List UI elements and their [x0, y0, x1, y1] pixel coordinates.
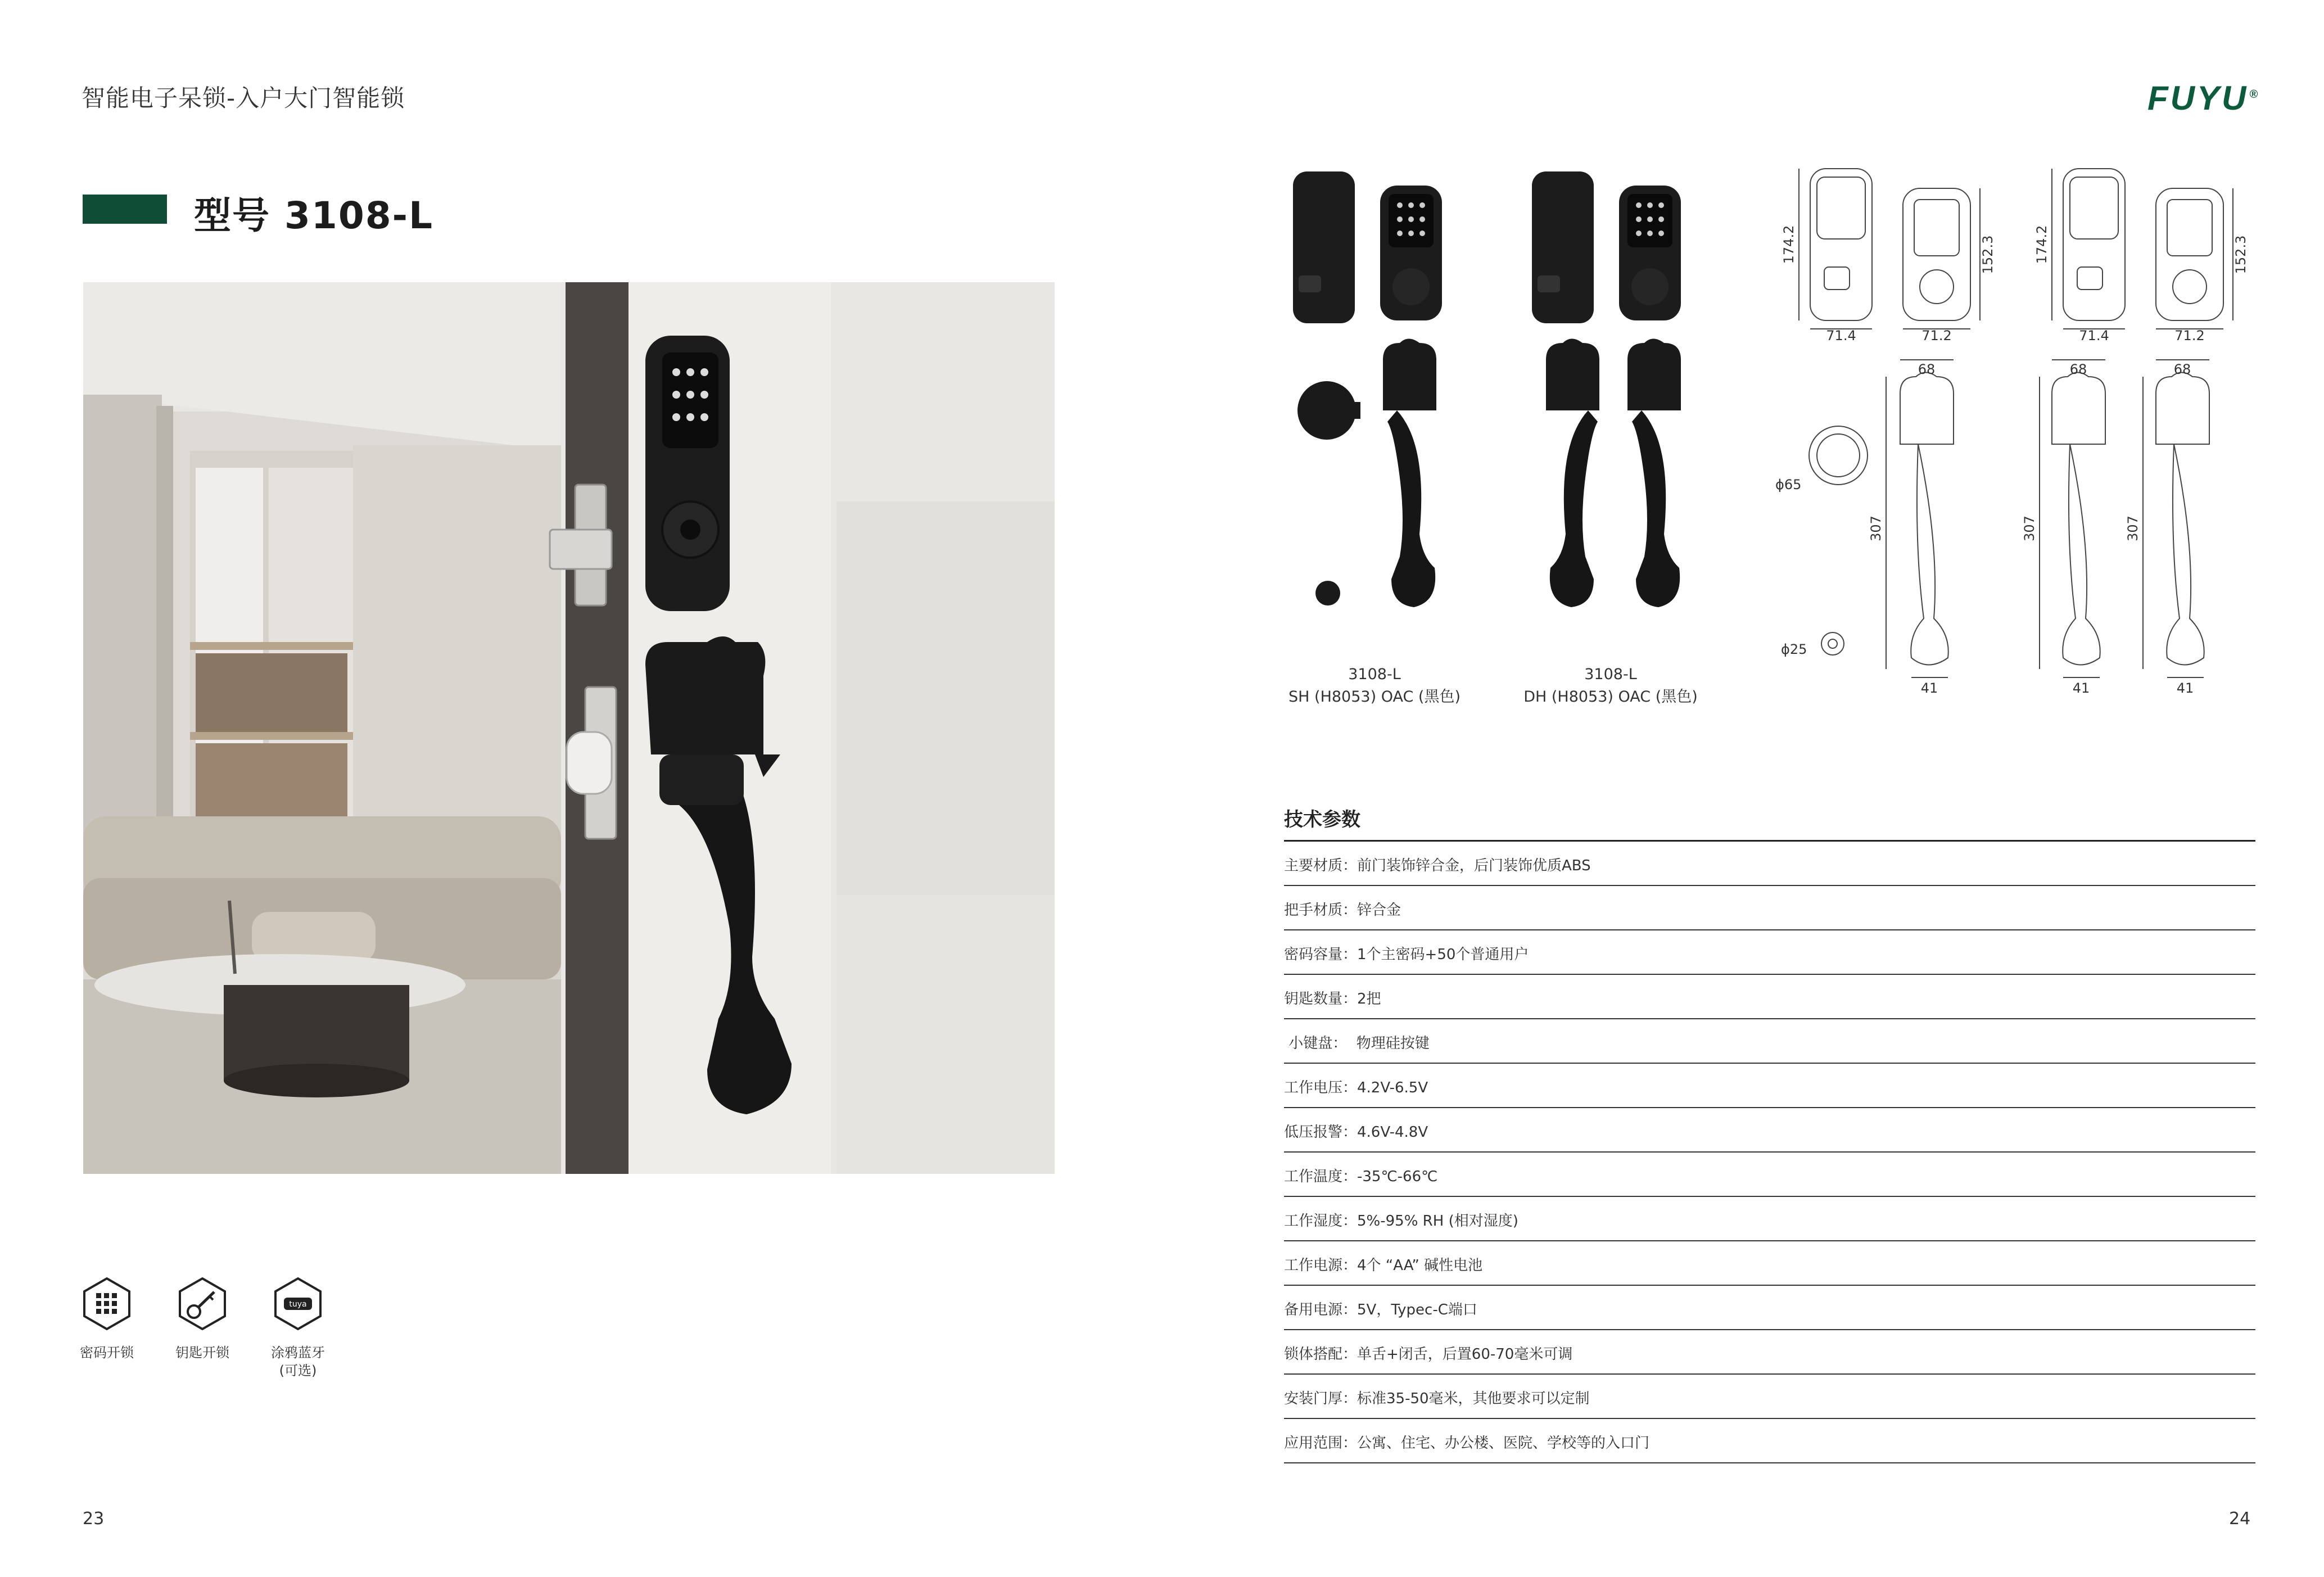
feature-tuya — [264, 1276, 332, 1380]
dim-label: 307 — [2125, 516, 2141, 541]
spec-text: 小键盘： 物理硅按键 — [1284, 1035, 1430, 1052]
dim-label: 41 — [1920, 680, 1938, 696]
dim-label: 152.3 — [2233, 235, 2249, 274]
dimension-drawings — [1771, 152, 2266, 705]
feature-label: 涂鸦蓝牙 (可选) — [271, 1345, 325, 1379]
spec-row — [1284, 842, 2255, 886]
product-hero-photo — [83, 282, 1055, 1174]
variant-sh-caption — [1256, 663, 1493, 708]
dim-label: 307 — [2022, 516, 2037, 541]
dim-label: 71.2 — [1921, 328, 1952, 344]
dim-label: 174.2 — [1781, 225, 1797, 264]
dim-label: 41 — [2072, 680, 2090, 696]
spec-text: 应用范围：公寓、住宅、办公楼、医院、学校等的入口门 — [1284, 1435, 1650, 1452]
spec-row — [1284, 1375, 2255, 1419]
dim-label: 174.2 — [2034, 225, 2050, 264]
dimension-drawing-svg — [1771, 152, 2266, 703]
spec-row — [1284, 930, 2255, 975]
spec-text: 钥匙数量：2把 — [1284, 991, 1381, 1007]
model-title: 型号 3108-L — [194, 194, 434, 237]
tuya-logo-text: tuya — [289, 1300, 307, 1309]
specs-title: 技术参数 — [1284, 808, 1360, 831]
variant-desc: DH (H8053) OAC (黑色) — [1523, 688, 1698, 706]
spec-text: 密码容量：1个主密码+50个普通用户 — [1284, 946, 1529, 963]
dim-label: 71.4 — [2079, 328, 2109, 344]
variant-sh-image — [1287, 163, 1479, 626]
spec-text: 工作湿度：5%-95% RH (相对湿度) — [1284, 1213, 1518, 1230]
dim-label: ϕ25 — [1781, 641, 1807, 657]
dim-label: 152.3 — [1980, 235, 1996, 274]
spec-row — [1284, 975, 2255, 1019]
spec-text: 工作温度：-35℃-66℃ — [1284, 1168, 1438, 1185]
spec-row — [1284, 1330, 2255, 1375]
tuya-icon — [270, 1276, 325, 1331]
spec-row — [1284, 1019, 2255, 1064]
spec-text: 主要材质：前门装饰锌合金，后门装饰优质ABS — [1284, 857, 1591, 874]
brand-name: FUYU — [2147, 79, 2249, 117]
variant-dh-image — [1526, 163, 1717, 626]
spec-text: 低压报警：4.6V-4.8V — [1284, 1124, 1428, 1141]
feature-key — [169, 1276, 236, 1362]
spec-row — [1284, 1064, 2255, 1108]
spec-row — [1284, 886, 2255, 930]
feature-label: 密码开锁 — [80, 1345, 134, 1361]
spec-text: 备用电源：5V，Typec-C端口 — [1284, 1302, 1477, 1318]
spec-text: 工作电压：4.2V-6.5V — [1284, 1079, 1428, 1096]
spec-row — [1284, 1419, 2255, 1463]
spec-row — [1284, 1286, 2255, 1330]
spec-text: 安装门厚：标准35-50毫米，其他要求可以定制 — [1284, 1390, 1590, 1407]
brand-logo — [2147, 79, 2260, 118]
variant-dh-illustration — [1526, 163, 1717, 624]
feature-label: 钥匙开锁 — [175, 1345, 229, 1361]
registered-mark: ® — [2249, 88, 2260, 101]
dim-label: 68 — [1918, 362, 1936, 377]
dim-label: 68 — [2069, 362, 2087, 377]
dim-label: 41 — [2176, 680, 2194, 696]
title-accent-bar — [83, 195, 167, 224]
spec-text: 锁体搭配：单舌+闭舌，后置60-70毫米可调 — [1284, 1346, 1573, 1363]
keypad-icon — [79, 1276, 134, 1331]
key-icon — [175, 1276, 230, 1331]
spec-text: 工作电源：4个 “AA” 碱性电池 — [1284, 1257, 1483, 1274]
variant-desc: SH (H8053) OAC (黑色) — [1288, 688, 1461, 706]
dim-label: 307 — [1868, 516, 1884, 541]
variant-model: 3108-L — [1584, 666, 1637, 683]
page-number-right: 24 — [2229, 1509, 2251, 1529]
spec-row — [1284, 1108, 2255, 1153]
spec-row — [1284, 1241, 2255, 1286]
page-subtitle: 智能电子呆锁-入户大门智能锁 — [82, 84, 405, 112]
dim-label: 71.2 — [2174, 328, 2205, 344]
dim-label: ϕ65 — [1775, 477, 1802, 492]
hero-illustration — [83, 282, 1055, 1174]
dim-label: 68 — [2173, 362, 2191, 377]
variant-sh-illustration — [1287, 163, 1479, 624]
feature-keypad — [73, 1276, 141, 1362]
dim-label: 71.4 — [1826, 328, 1856, 344]
variant-model: 3108-L — [1348, 666, 1401, 683]
spec-text: 把手材质：锌合金 — [1284, 902, 1401, 919]
page-number-left: 23 — [83, 1509, 105, 1529]
spec-row — [1284, 1153, 2255, 1197]
variant-dh-caption — [1493, 663, 1729, 708]
spec-row — [1284, 1197, 2255, 1241]
